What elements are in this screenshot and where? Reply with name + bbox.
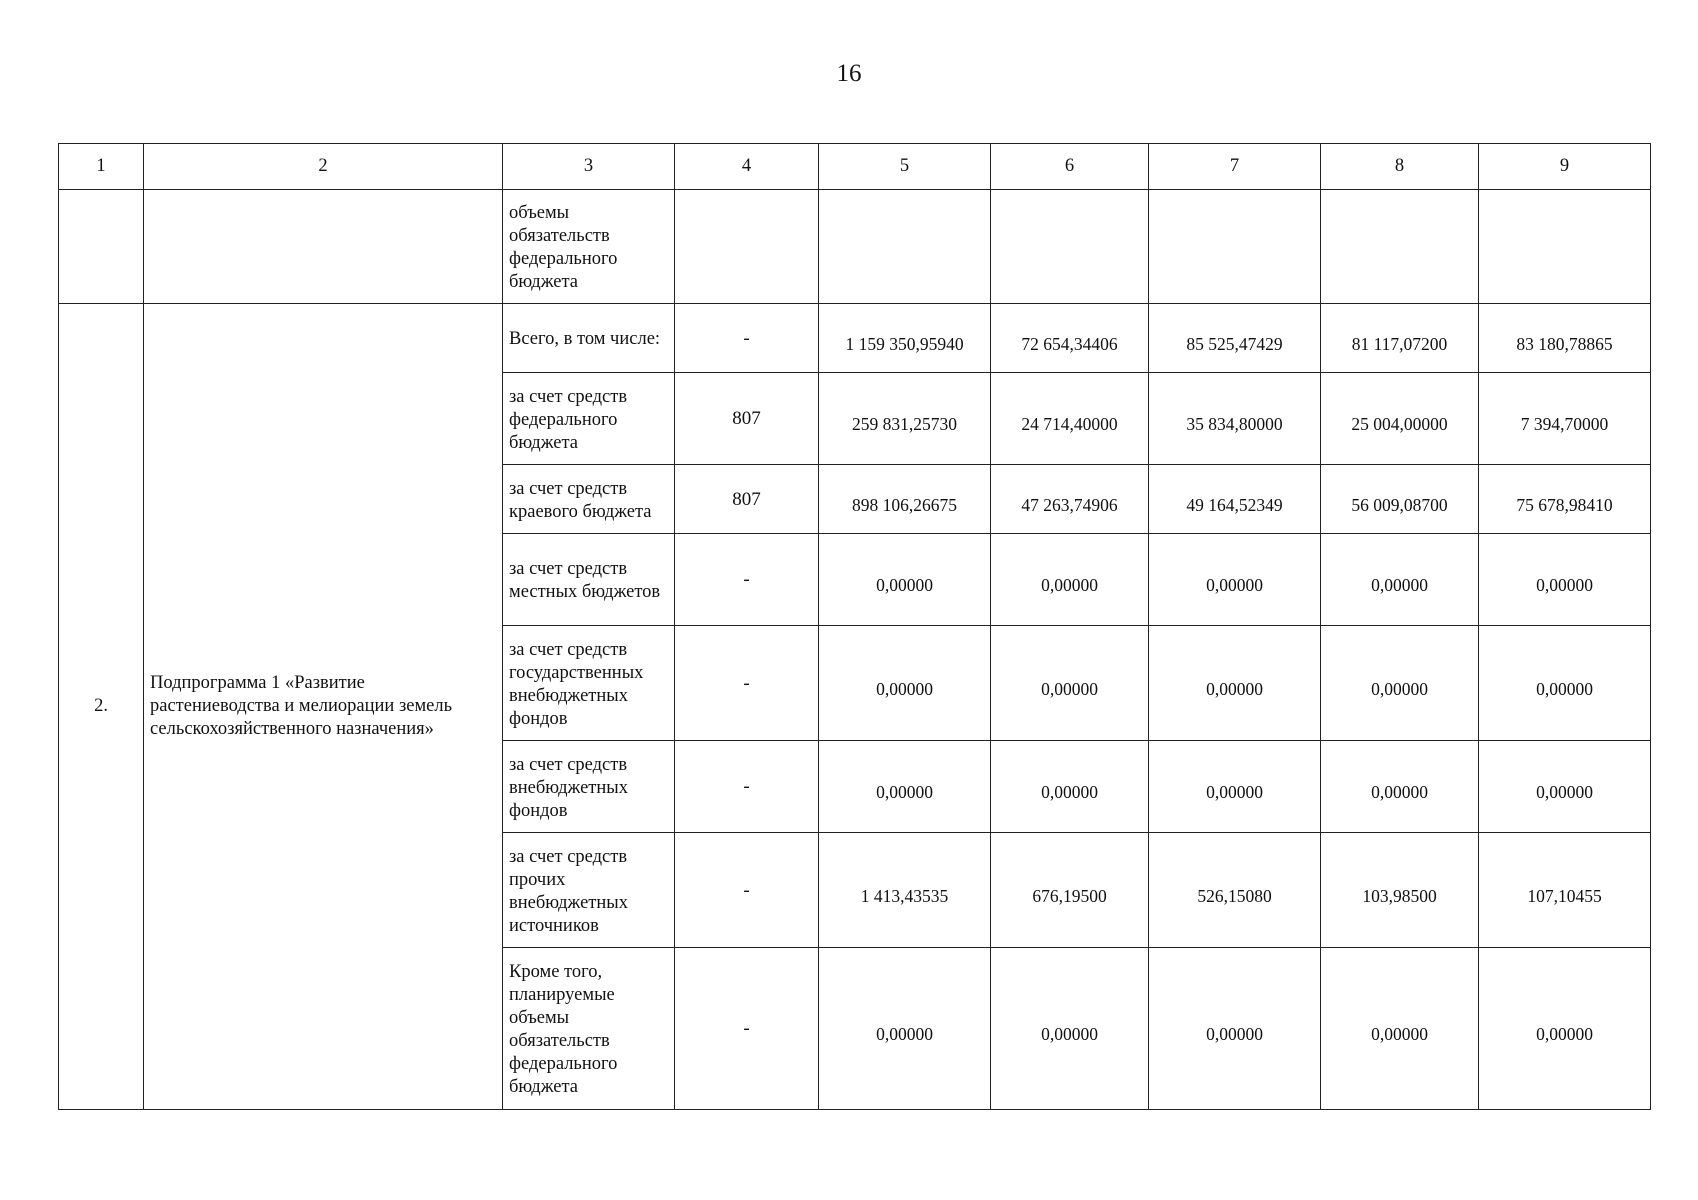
amount-cell: 72 654,34406 (991, 304, 1149, 373)
amount-cell: 0,00000 (991, 534, 1149, 626)
column-number: 2 (144, 144, 503, 190)
funding-source-label: за счет средств прочих внебюджетных источников (503, 833, 675, 948)
column-number: 6 (991, 144, 1149, 190)
funding-source-label: Всего, в том числе: (503, 304, 675, 373)
amount-cell: 676,19500 (991, 833, 1149, 948)
funding-source-label: за счет средств внебюджетных фондов (503, 741, 675, 833)
subprogram-title: Подпрограмма 1 «Развитие растениеводства и мелиорации земель сельскохозяйственного назначения» (144, 304, 503, 1110)
amount-cell: 0,00000 (1479, 534, 1651, 626)
amount-cell: 0,00000 (819, 626, 991, 741)
amount-cell: 898 106,26675 (819, 465, 991, 534)
empty-cell (819, 190, 991, 304)
column-number: 9 (1479, 144, 1651, 190)
column-number: 4 (675, 144, 819, 190)
amount-cell: 0,00000 (1321, 534, 1479, 626)
column-number-row (59, 144, 1651, 190)
budget-table (58, 143, 1651, 1110)
funding-source-label: Кроме того, планируемые объемы обязательств федерального бюджета (503, 948, 675, 1110)
budget-code: - (675, 626, 819, 741)
amount-cell: 0,00000 (1479, 741, 1651, 833)
amount-cell: 0,00000 (1149, 948, 1321, 1110)
funding-source-label: за счет средств федерального бюджета (503, 373, 675, 465)
empty-cell (1479, 190, 1651, 304)
column-number: 7 (1149, 144, 1321, 190)
budget-code: - (675, 833, 819, 948)
budget-code: - (675, 948, 819, 1110)
column-number: 5 (819, 144, 991, 190)
amount-cell: 1 159 350,95940 (819, 304, 991, 373)
empty-cell (144, 190, 503, 304)
empty-cell (1321, 190, 1479, 304)
amount-cell: 0,00000 (1149, 534, 1321, 626)
funding-source-label: за счет средств государственных внебюджетных фондов (503, 626, 675, 741)
amount-cell: 107,10455 (1479, 833, 1651, 948)
amount-cell: 56 009,08700 (1321, 465, 1479, 534)
amount-cell: 49 164,52349 (1149, 465, 1321, 534)
amount-cell: 0,00000 (1321, 741, 1479, 833)
amount-cell: 259 831,25730 (819, 373, 991, 465)
funding-source-label: за счет средств краевого бюджета (503, 465, 675, 534)
amount-cell: 0,00000 (819, 948, 991, 1110)
empty-cell (1149, 190, 1321, 304)
amount-cell: 81 117,07200 (1321, 304, 1479, 373)
budget-code: - (675, 534, 819, 626)
continuation-row (59, 190, 1651, 304)
amount-cell: 0,00000 (1321, 626, 1479, 741)
budget-code: 807 (675, 373, 819, 465)
funding-source-label: за счет средств местных бюджетов (503, 534, 675, 626)
page-number: 16 (836, 60, 862, 87)
column-number: 3 (503, 144, 675, 190)
empty-cell (59, 190, 144, 304)
amount-cell: 75 678,98410 (1479, 465, 1651, 534)
amount-cell: 1 413,43535 (819, 833, 991, 948)
amount-cell: 85 525,47429 (1149, 304, 1321, 373)
amount-cell: 0,00000 (819, 741, 991, 833)
amount-cell: 0,00000 (1149, 741, 1321, 833)
column-number: 1 (59, 144, 144, 190)
amount-cell: 47 263,74906 (991, 465, 1149, 534)
amount-cell: 0,00000 (1321, 948, 1479, 1110)
amount-cell: 0,00000 (991, 741, 1149, 833)
empty-cell (991, 190, 1149, 304)
amount-cell: 526,15080 (1149, 833, 1321, 948)
amount-cell: 0,00000 (819, 534, 991, 626)
amount-cell: 0,00000 (1149, 626, 1321, 741)
table-row (59, 304, 1651, 373)
amount-cell: 0,00000 (1479, 626, 1651, 741)
budget-code: - (675, 304, 819, 373)
amount-cell: 25 004,00000 (1321, 373, 1479, 465)
amount-cell: 35 834,80000 (1149, 373, 1321, 465)
amount-cell: 0,00000 (991, 948, 1149, 1110)
amount-cell: 24 714,40000 (991, 373, 1149, 465)
empty-cell (675, 190, 819, 304)
amount-cell: 83 180,78865 (1479, 304, 1651, 373)
amount-cell: 0,00000 (991, 626, 1149, 741)
table-body (59, 144, 1651, 1110)
budget-code: 807 (675, 465, 819, 534)
amount-cell: 0,00000 (1479, 948, 1651, 1110)
row-number: 2. (59, 304, 144, 1110)
column-number: 8 (1321, 144, 1479, 190)
amount-cell: 7 394,70000 (1479, 373, 1651, 465)
budget-code: - (675, 741, 819, 833)
funding-source-label: объемы обязательств федерального бюджета (503, 190, 675, 304)
amount-cell: 103,98500 (1321, 833, 1479, 948)
